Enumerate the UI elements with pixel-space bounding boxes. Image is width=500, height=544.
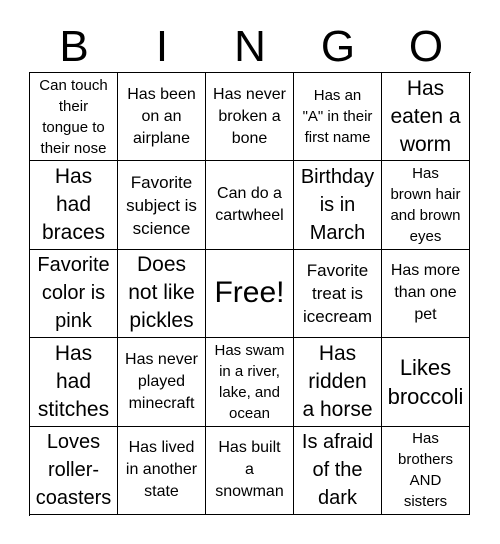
cell-text: Birthday is in March <box>300 166 375 245</box>
cell-text: Has an "A" in their first name <box>302 87 373 147</box>
cell-text: Has built a snowman <box>215 439 284 501</box>
cell-text: Has eaten a worm <box>390 76 461 156</box>
free-space[interactable] <box>206 250 294 338</box>
cell-text: Has brothers AND sisters <box>397 430 454 511</box>
cell-text: Favorite treat is icecream <box>303 260 372 326</box>
bingo-cell-r3-c2[interactable] <box>206 338 294 426</box>
bingo-cell-r1-c4[interactable] <box>382 161 470 249</box>
bingo-cell-r4-c1[interactable] <box>118 427 206 515</box>
bingo-cell-r0-c0[interactable] <box>30 73 118 161</box>
cell-text: Favorite subject is science <box>126 172 197 238</box>
bingo-cell-r2-c1[interactable] <box>118 250 206 338</box>
bingo-cell-r0-c1[interactable] <box>118 73 206 161</box>
bingo-cell-r2-c0[interactable] <box>30 250 118 338</box>
bingo-cell-r3-c1[interactable] <box>118 338 206 426</box>
bingo-cell-r2-c4[interactable] <box>382 250 470 338</box>
cell-text: Has had stitches <box>37 341 110 421</box>
cell-text: Has lived in another state <box>125 439 198 501</box>
bingo-cell-r1-c1[interactable] <box>118 161 206 249</box>
cell-text: Does not like pickles <box>128 253 195 333</box>
cell-text: Favorite color is pink <box>37 254 110 333</box>
cell-text: Has never played minecraft <box>125 350 198 412</box>
bingo-cell-r0-c2[interactable] <box>206 73 294 161</box>
cell-text: Has swam in a river, lake, and ocean <box>214 341 285 422</box>
bingo-cell-r0-c3[interactable] <box>294 73 382 161</box>
bingo-cell-r3-c3[interactable] <box>294 338 382 426</box>
cell-text: Has ridden a horse <box>302 341 373 421</box>
bingo-cell-r1-c3[interactable] <box>294 161 382 249</box>
cell-text: Can do a cartwheel <box>215 185 284 225</box>
header-letter-n: N <box>234 22 266 71</box>
cell-text: Loves roller- coasters <box>35 431 112 510</box>
bingo-cell-r4-c0[interactable] <box>30 427 118 515</box>
free-space-text: Free! <box>214 276 285 310</box>
cell-text: Has brown hair and brown eyes <box>390 165 461 246</box>
cell-text: Has had braces <box>41 165 106 245</box>
bingo-cell-r1-c2[interactable] <box>206 161 294 249</box>
bingo-cell-r4-c2[interactable] <box>206 427 294 515</box>
cell-text: Has more than one pet <box>390 262 461 324</box>
header-letter-o: O <box>408 22 444 71</box>
cell-text: Likes broccoli <box>387 354 464 409</box>
bingo-cell-r0-c4[interactable] <box>382 73 470 161</box>
cell-text: Has never broken a bone <box>213 85 286 147</box>
cell-text: Can touch their tongue to their nose <box>39 76 108 157</box>
bingo-header <box>30 22 470 72</box>
bingo-cell-r4-c4[interactable] <box>382 427 470 515</box>
cell-text: Has been on an airplane <box>127 85 196 147</box>
bingo-cell-r3-c4[interactable] <box>382 338 470 426</box>
bingo-cell-r4-c3[interactable] <box>294 427 382 515</box>
bingo-board <box>29 72 471 516</box>
bingo-cell-r1-c0[interactable] <box>30 161 118 249</box>
header-letter-g: G <box>320 22 356 71</box>
header-letter-b: B <box>59 22 89 71</box>
cell-text: Is afraid of the dark <box>301 431 374 510</box>
bingo-cell-r2-c3[interactable] <box>294 250 382 338</box>
header-letter-i: I <box>155 22 169 71</box>
bingo-cell-r3-c0[interactable] <box>30 338 118 426</box>
